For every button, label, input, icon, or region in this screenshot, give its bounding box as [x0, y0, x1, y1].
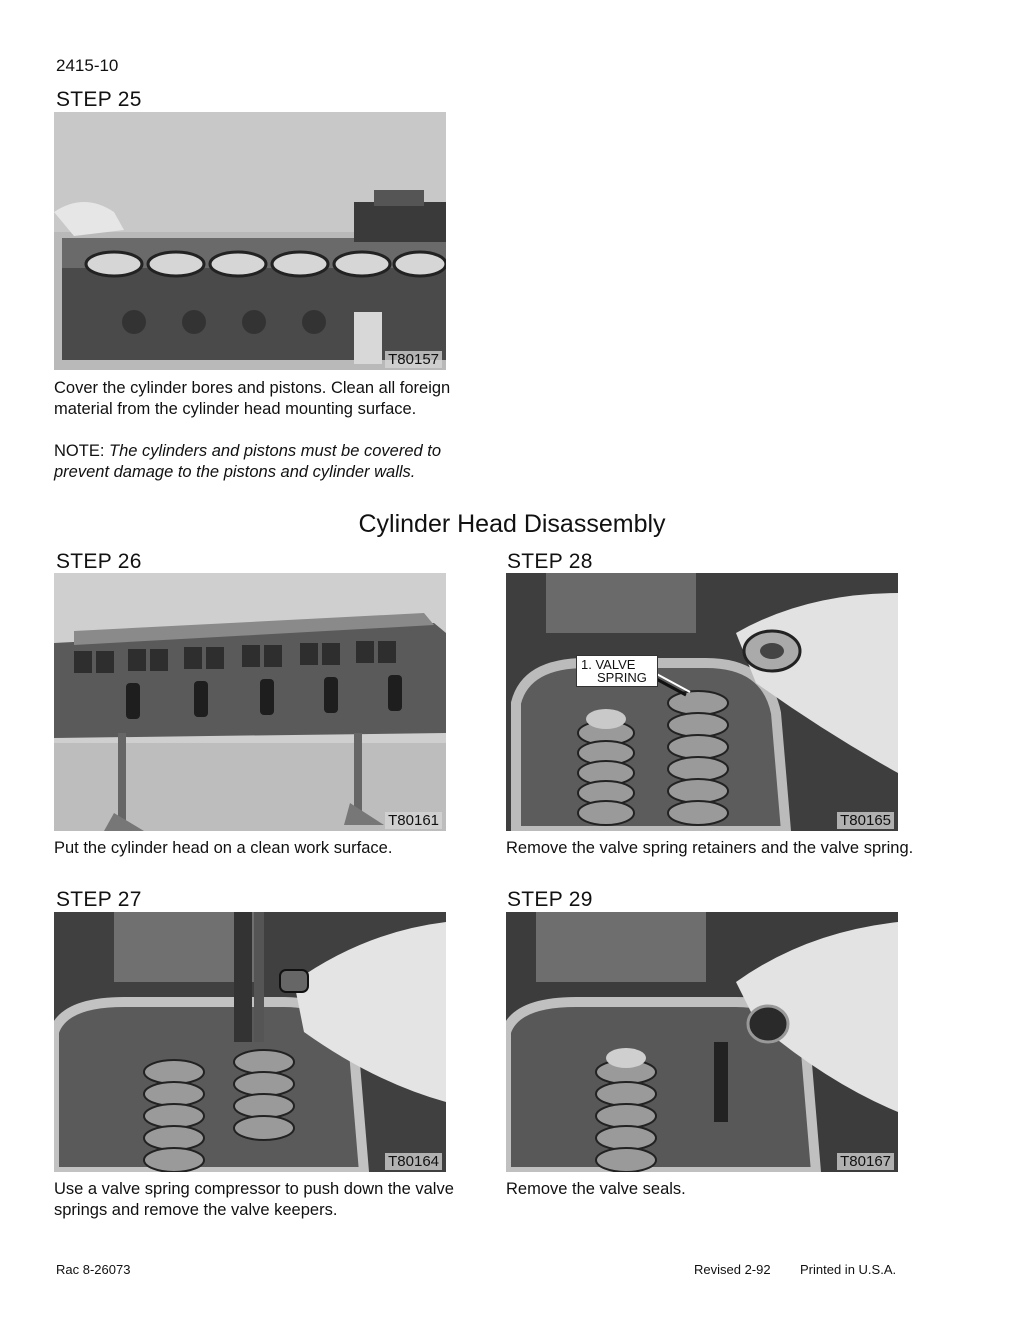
- printed-in: Printed in U.S.A.: [800, 1262, 897, 1277]
- step-28-caption: Remove the valve spring retainers and the valve spring.: [506, 839, 914, 857]
- figure-number: T80157: [385, 351, 442, 368]
- step-26-caption: Put the cylinder head on a clean work surface.: [54, 839, 393, 857]
- figure-number: T80164: [385, 1153, 442, 1170]
- step-29-photo: [506, 912, 898, 1172]
- page-number: 2415-10: [56, 56, 119, 75]
- note-label: NOTE:: [54, 442, 105, 460]
- figure-number: T80161: [385, 812, 442, 829]
- callout-line-1: 1. VALVE: [581, 657, 636, 672]
- figure-number: T80165: [837, 812, 894, 829]
- step-29-caption: Remove the valve seals.: [506, 1180, 686, 1198]
- step-28-label: STEP 28: [507, 550, 593, 573]
- valve-seal-illustration: [506, 912, 898, 1172]
- revised-date: Revised 2-92: [694, 1262, 771, 1277]
- cylinder-head-illustration: [54, 573, 446, 831]
- figure-number: T80167: [837, 1153, 894, 1170]
- step-26-photo: [54, 573, 446, 831]
- note-text: The cylinders and pistons must be covered to prevent damage to the pistons and cylinder walls.: [54, 442, 442, 481]
- step-25-note: [54, 441, 454, 483]
- callout-line-2: SPRING: [597, 670, 647, 685]
- valve-spring-illustration: [506, 573, 898, 831]
- step-25-photo: [54, 112, 446, 370]
- step-27-caption: Use a valve spring compressor to push down the valve springs and remove the valve keepers.: [54, 1180, 454, 1219]
- engine-block-illustration: [54, 112, 446, 370]
- step-28-photo: [506, 573, 898, 831]
- doc-number: Rac 8-26073: [56, 1262, 131, 1277]
- step-27-photo: [54, 912, 446, 1172]
- step-29-label: STEP 29: [507, 888, 593, 911]
- step-27-label: STEP 27: [56, 888, 142, 911]
- valve-spring-callout: [576, 655, 658, 687]
- step-25-label: STEP 25: [56, 88, 142, 111]
- valve-compressor-illustration: [54, 912, 446, 1172]
- step-25-caption: Cover the cylinder bores and pistons. Clean all foreign material from the cylinder head mounting surface.: [54, 379, 451, 418]
- step-26-label: STEP 26: [56, 550, 142, 573]
- section-title: Cylinder Head Disassembly: [358, 510, 666, 538]
